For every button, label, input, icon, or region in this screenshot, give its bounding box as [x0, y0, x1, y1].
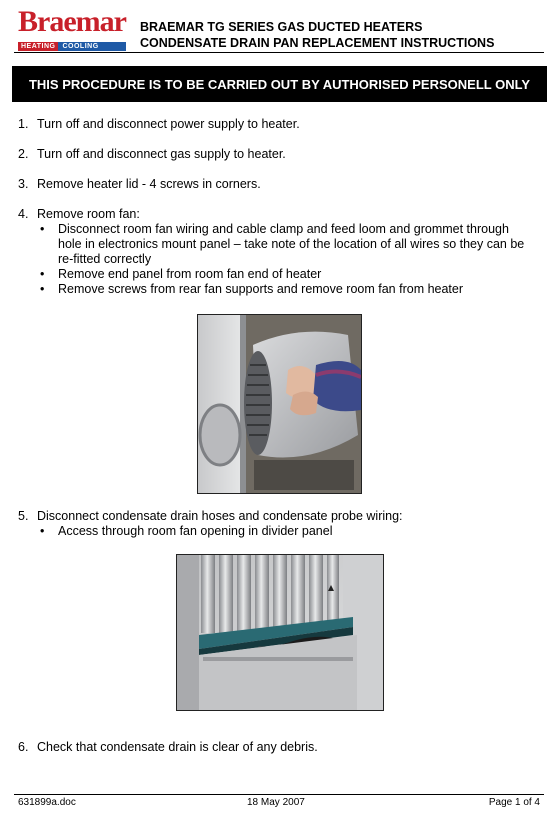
- step-number: 5.: [18, 509, 29, 523]
- logo-tagline-bar: [18, 42, 126, 51]
- step-3: [18, 177, 261, 192]
- title-line-2: CONDENSATE DRAIN PAN REPLACEMENT INSTRUCTIONS: [140, 36, 495, 50]
- step-5-bullets: [38, 524, 533, 539]
- room-fan-photo: [197, 314, 362, 494]
- footer-divider: [14, 794, 544, 795]
- footer-page-number: Page 1 of 4: [488, 797, 540, 808]
- step-number: 6.: [18, 740, 29, 754]
- step-text: Disconnect condensate drain hoses and condensate probe wiring:: [37, 509, 403, 523]
- title-line-1: BRAEMAR TG SERIES GAS DUCTED HEATERS: [140, 20, 423, 34]
- step-text: Check that condensate drain is clear of any debris.: [37, 740, 318, 754]
- step-4: [18, 207, 140, 222]
- document-title: [140, 19, 494, 51]
- logo-cooling-text: COOLING: [58, 42, 126, 51]
- footer-date: 18 May 2007: [247, 797, 305, 808]
- bullet-item: • Remove end panel from room fan end of heater: [38, 267, 533, 282]
- step-number: 3.: [18, 177, 29, 191]
- step-5: [18, 509, 403, 524]
- logo-heating-text: HEATING: [18, 42, 58, 51]
- step-text: Remove room fan:: [37, 207, 140, 221]
- header-divider: [14, 52, 544, 53]
- step-number: 4.: [18, 207, 29, 221]
- step-number: 2.: [18, 147, 29, 161]
- condensate-drain-photo: [176, 554, 384, 711]
- step-text: Remove heater lid - 4 screws in corners.: [37, 177, 261, 191]
- bullet-item: • Remove screws from rear fan supports and remove room fan from heater: [38, 282, 533, 297]
- footer-doc-name: 631899a.doc: [18, 797, 76, 808]
- bullet-item: • Access through room fan opening in divider panel: [38, 524, 533, 539]
- bullet-item: • Disconnect room fan wiring and cable clamp and feed loom and grommet through hole in electronics mount panel – take note of the location of all wires so they can be re-fitted correctly: [38, 222, 533, 267]
- step-text: Turn off and disconnect power supply to heater.: [37, 117, 300, 131]
- logo-wordmark: Braemar: [18, 5, 126, 38]
- step-4-bullets: [38, 222, 533, 297]
- warning-banner: THIS PROCEDURE IS TO BE CARRIED OUT BY AUTHORISED PERSONELL ONLY: [12, 66, 547, 102]
- step-number: 1.: [18, 117, 29, 131]
- braemar-logo: [18, 5, 128, 51]
- step-6: [18, 740, 318, 755]
- step-1: [18, 117, 300, 132]
- step-text: Turn off and disconnect gas supply to heater.: [37, 147, 286, 161]
- step-2: [18, 147, 286, 162]
